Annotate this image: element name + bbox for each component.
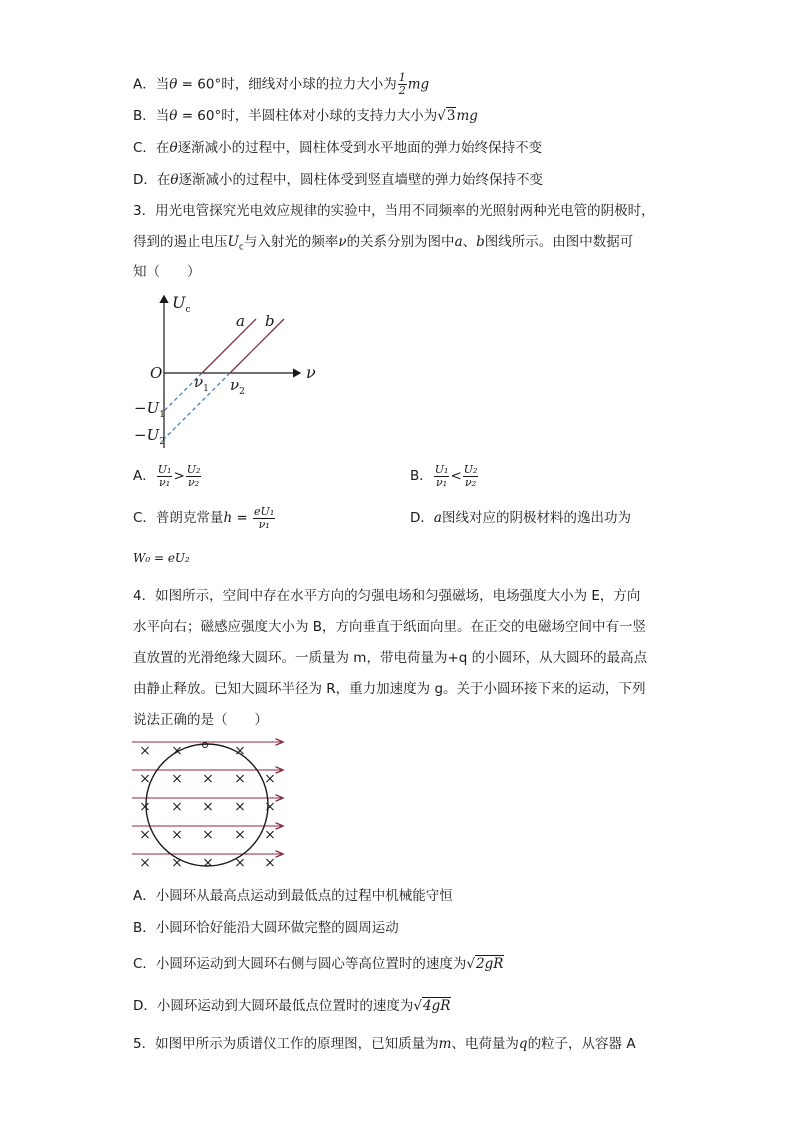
math-term: mg [456,108,478,124]
svg-text:×: × [171,771,183,787]
svg-text:×: × [171,743,183,759]
equation: = 60° [177,76,222,93]
q4-option-b: B．小圆环恰好能沿大圆环做完整的圆周运动 [133,920,399,936]
q4-stem-line-1: 4．如图所示，空间中存在水平方向的匀强电场和匀强磁场，电场强度大小为 E，方向 [133,588,641,604]
q4-option-d: D．小圆环运动到大圆环最低点位置时的速度为√4gR [133,998,451,1014]
small-ring [203,743,208,748]
theta-symbol: θ [170,172,179,188]
svg-text:×: × [171,855,183,871]
q3-option-b: B． $\frac{\text{U₁}}{\text{ν₁}}$ < $\frac{\text{U₂}}{\text{ν₂}}$ [410,462,478,489]
svg-text:×: × [139,827,151,843]
field-ring-diagram [130,736,290,876]
q5-stem-line-1: 5．如图甲所示为质谱仪工作的原理图，已知质量为m、电荷量为q的粒子，从容器 A [133,1036,636,1052]
svg-text:×: × [234,855,246,871]
line-a-label: a [236,312,245,330]
origin-label: O [150,364,163,382]
line-a-solid [202,319,256,373]
svg-text:×: × [139,743,151,759]
theta-symbol: θ [169,108,178,124]
option-label: A．当 [133,76,170,93]
neg-u2-label: $-U_2$ [134,426,165,447]
q4-option-c: C．小圆环运动到大圆环右侧与圆心等高位置时的速度为√2gR [133,956,504,972]
q3-option-a: A． $\frac{\text{U₁}}{\text{ν₁}}$ > $\frac{\text{U₂}}{\text{ν₂}}$ [133,462,201,489]
svg-text:×: × [234,799,246,815]
q4-stem-line-2: 水平向右；磁感应强度大小为 B，方向垂直于纸面向里。在正交的电磁场空间中有一竖 [133,619,647,635]
neg-u1-label: $-U_1$ [134,399,165,420]
q2-option-d [133,170,543,190]
svg-text:×: × [264,855,276,871]
svg-text:×: × [202,771,214,787]
svg-text:×: × [264,771,276,787]
q3-stem-line-3: 知（ ） [133,264,201,280]
q3-option-c: C．普朗克常量h = $\frac{\text{eU₁}}{\text{ν₁}}$ [133,504,275,531]
nu1-label: $\nu_1$ [194,373,209,394]
sqrt-expression: √2gR [466,956,504,972]
svg-text:×: × [264,827,276,843]
option-text: 时，细线对小球的拉力大小为 [221,76,397,93]
option-text: 逐渐减小的过程中，圆柱体受到水平地面的弹力始终保持不变 [177,140,543,156]
q4-option-a: A．小圆环从最高点运动到最低点的过程中机械能守恒 [133,888,453,904]
q3-option-d: D．a图线对应的阴极材料的逸出功为 [410,510,631,526]
q4-stem-line-4: 由静止释放。已知大圆环半径为 R，重力加速度为 g。关于小圆环接下来的运动，下列 [133,681,646,697]
equation: = 60° [177,108,222,124]
svg-text:×: × [139,771,151,787]
uc-nu-graph [130,288,320,458]
y-axis-label: $U_c$ [172,293,191,315]
theta-symbol: θ [169,76,178,93]
svg-text:×: × [234,771,246,787]
svg-text:×: × [202,855,214,871]
svg-text:×: × [202,827,214,843]
q4-stem-line-3: 直放置的光滑绝缘大圆环。一质量为 m，带电荷量为+q 的小圆环，从大圆环的最高点 [133,650,648,666]
sqrt-expression: √3 [437,108,456,124]
svg-text:×: × [202,799,214,815]
option-text: 时，半圆柱体对小球的支持力大小为 [221,108,438,124]
svg-text:×: × [139,799,151,815]
option-text: 逐渐减小的过程中，圆柱体受到竖直墙壁的弹力始终保持不变 [178,172,544,188]
q2-option-a [133,72,429,97]
x-axis-label: ν [306,363,316,382]
svg-text:×: × [171,827,183,843]
option-label: B．当 [133,108,170,124]
line-b-label: b [265,312,275,330]
theta-symbol: θ [169,140,178,156]
option-label: C．在 [133,140,170,156]
svg-text:×: × [264,799,276,815]
magnetic-field-crosses [139,743,276,871]
svg-text:×: × [171,799,183,815]
svg-text:×: × [139,855,151,871]
q3-stem-line-2: 得到的遏止电压$U_c$与入射光的频率ν的关系分别为图中a、b图线所示。由图中数据可 [133,234,634,253]
q4-stem-line-5: 说法正确的是（ ） [133,712,268,728]
nu2-label: $\nu_2$ [230,376,245,397]
q3-option-d-formula: W₀ = eU₂ [133,551,190,565]
sqrt-expression: √4gR [413,998,451,1014]
svg-text:×: × [234,743,246,759]
q3-stem-line-1: 3．用光电管探究光电效应规律的实验中，当用不同频率的光照射两种光电管的阴极时， [133,203,655,219]
fraction-half: $\frac{1}{2}$ [398,71,406,97]
svg-text:×: × [234,827,246,843]
q2-option-b [133,106,478,126]
q2-option-c [133,138,542,158]
math-term: mg [407,76,430,93]
option-label: D．在 [133,172,171,188]
